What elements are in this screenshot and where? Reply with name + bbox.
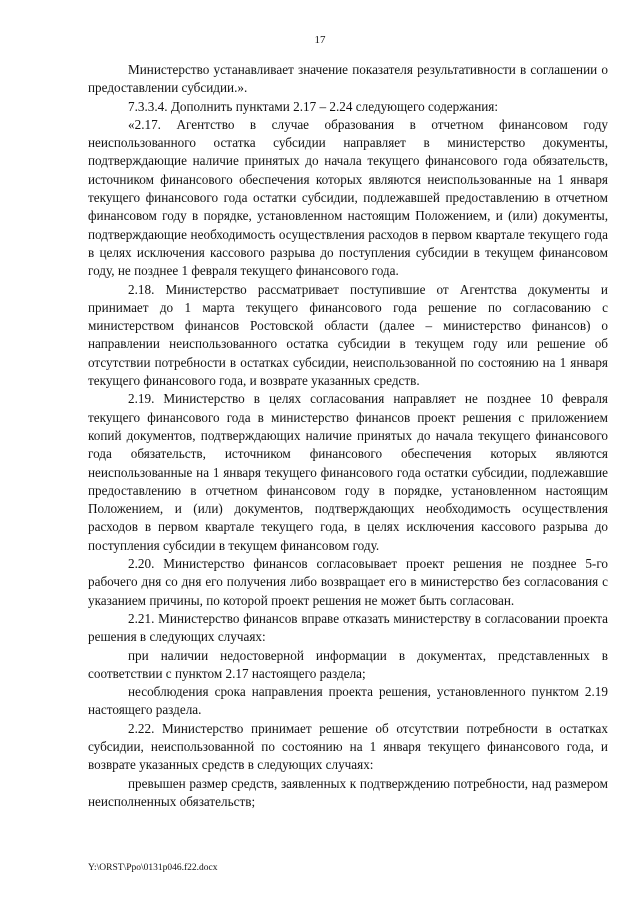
paragraph: 2.19. Министерство в целях согласования направляет не позднее 10 февраля текущего финансового года в министерство финансов проект решения с приложением копий документов, подтверждающих наличие принятых до начала текущего финансового года обязательств, источником финансового обеспечения которых являются неиспользованные на 1 января текущего финансового года остатки субсидии, подлежавшие предоставлению в отчетном финансовом году в порядке, установленном настоящим Положением, и (или) документов, подтверждающих необходимость осуществления расходов в первом квартале текущего года, в целях исключения кассового разрыва до поступления субсидии в текущем финансовом году.: [88, 391, 608, 553]
paragraph: 7.3.3.4. Дополнить пунктами 2.17 – 2.24 следующего содержания:: [128, 98, 499, 114]
document-body: [88, 61, 608, 811]
paragraph: 2.21. Министерство финансов вправе отказать министерству в согласовании проекта решения в следующих случаях:: [88, 610, 608, 645]
paragraph: 2.18. Министерство рассматривает поступившие от Агентства документы и принимает до 1 марта текущего финансового года решение по согласованию с министерством финансов Ростовской области (далее – министерство финансов) о направлении неиспользованного остатка субсидии в текущем году или решение об отсутствии потребности в остатках субсидии, неиспользованной по состоянию на 1 января текущего финансового года, и возврате указанных средств.: [88, 281, 608, 389]
paragraph: «2.17. Агентство в случае образования в отчетном финансовом году неиспользованного остатка субсидии направляет в министерство документы, подтверждающие наличие принятых до начала текущего финансового года обязательств, источником финансового обеспечения которых являются неиспользованные на 1 января текущего финансового года остатки субсидии, подлежавшей предоставлению в отчетном финансовом году в порядке, установленном настоящим Положением, и (или) документы, подтверждающие необходимость осуществления расходов в первом квартале текущего года в целях исключения кассового разрыва до поступления субсидии в текущем финансовом году, не позднее 1 февраля текущего финансового года.: [88, 116, 608, 279]
paragraph: несоблюдения срока направления проекта решения, установленного пунктом 2.19 настоящего раздела.: [88, 684, 608, 718]
paragraph: Министерство устанавливает значение показателя результативности в соглашении о предоставлении субсидии.».: [88, 62, 608, 96]
page-number: 17: [314, 34, 326, 46]
paragraph: при наличии недостоверной информации в документах, представленных в соответствии с пунктом 2.17 настоящего раздела;: [88, 647, 608, 681]
paragraph: 2.22. Министерство принимает решение об отсутствии потребности в остатках субсидии, неиспользованной по состоянию на 1 января текущего финансового года, и возврате указанных средств в следующих случаях:: [88, 720, 608, 773]
paragraph: 2.20. Министерство финансов согласовывает проект решения не позднее 5-го рабочего дня со дня его получения либо возвращает его в министерство без согласования с указанием причины, по которой проект решения не может быть согласован.: [88, 556, 608, 608]
paragraph: превышен размер средств, заявленных к подтверждению потребности, над размером неисполненных обязательств;: [88, 775, 608, 809]
file-path-footer: Y:\ORST\Ppo\0131p046.f22.docx: [88, 863, 218, 873]
